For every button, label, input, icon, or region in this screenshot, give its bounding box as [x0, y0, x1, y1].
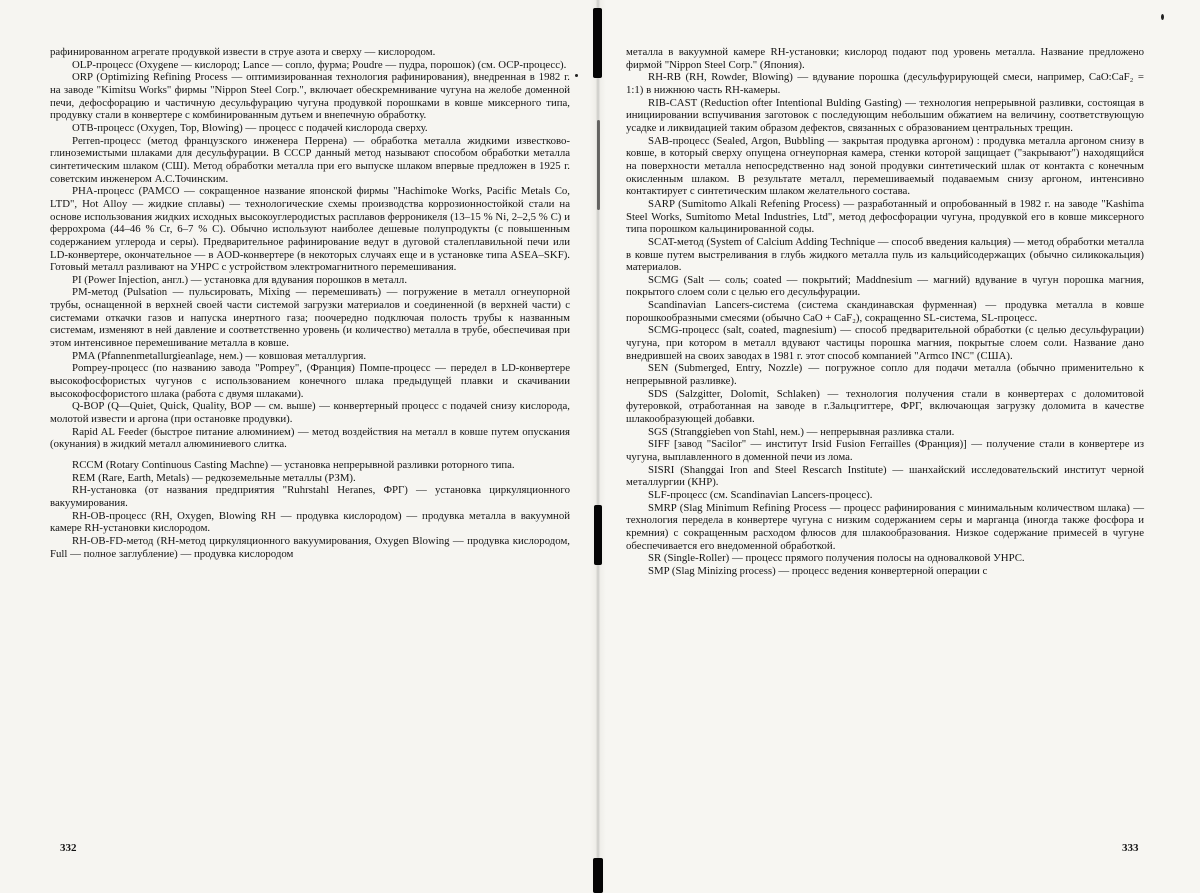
page-number-right: 333	[1122, 842, 1139, 854]
page-number-left: 332	[60, 842, 77, 854]
scan-speck	[575, 74, 578, 77]
paragraph: SMRP (Slag Minimum Refining Process — процесс рафинирования с минимальным количеством шлака) — технология передела в конвертере чугуна с низким содержанием серы и марганца (иногда также фосфора и кремния) с сокращенным расходом флюсов для шлакообразования. Низкое содержание примесей в чугуне обеспечивается его внедоменной обработкой.	[626, 501, 1144, 552]
paragraph: RCCM (Rotary Continuous Casting Machne) — установка непрерывной разливки роторного типа.	[72, 459, 515, 471]
right-text-column	[626, 46, 1144, 578]
paragraph: SEN (Submerged, Entry, Nozzle) — погружное сопло для подачи металла (обычно применительно к непрерывной разливке).	[626, 362, 1144, 388]
paragraph: SLF-процесс (см. Scandinavian Lancers-процесс).	[648, 488, 873, 501]
paragraph: REM (Rare, Earth, Metals) — редкоземельные металлы (РЗМ).	[72, 471, 356, 484]
scan-blot-mid	[594, 505, 602, 565]
paragraph: SDS (Salzgitter, Dolomit, Schlaken) — технология получения стали в конвертерах с доломитовой футеровкой, отработанная на заводе в г.Зальцгиттере, ФРГ, включающая загрузку доломита в качестве шлакообразующей добавки.	[626, 387, 1144, 426]
paragraph: PI (Power Injection, англ.) — установка для вдувания порошков в металл.	[72, 273, 408, 286]
scan-blot-bottom	[593, 858, 603, 893]
paragraph: SCMG-процесс (salt, coated, magnesium) — способ предварительной обработки (с целью десульфурации) чугуна, при котором в металл вдувают частицы порошка магния, покрытые слоем соли. Название дано внедрившей на своих заводах в 1981 г. этот способ компанией "Armco INC" (США).	[626, 324, 1144, 362]
paragraph: PMA (Pfannenmetallurgieanlage, нем.) — ковшовая металлургия.	[72, 349, 367, 362]
scan-blot-top	[593, 8, 602, 78]
scan-speck	[1161, 14, 1164, 20]
paragraph: RH-OB-FD-метод (RH-метод циркуляционного вакуумирования, Oxygen Blowing — продувка кислородом, Full — полное заглубление) — продувка кислородом	[50, 534, 570, 560]
paragraph: SAB-процесс (Sealed, Argon, Bubbling — закрытая продувка аргоном) : продувка металла аргоном снизу в ковше, в который сверху опущена огнеупорная камера, стенки которой защищает ("закрывают") находящийся на поверхности металла непосредственно над зоной продувки синтетический шлак от контакта с конечным окисленным шлаком. В результате металл, перемешиваемый подаваемым снизу аргоном, интенсивно контактирует с синтетическим шлаком желательного состава.	[626, 134, 1144, 198]
scan-blot-thin	[597, 120, 600, 210]
paragraph: RIB-CAST (Reduction ofter Intentional Bulding Gasting) — технология непрерывной разливки, состоящая в инициировании вспучивания заготовок с последующим небольшим обжатием на величину, соответствующую усадке и ликвидацией таким образом дефектов, связанных с образованием центральных трещин.	[626, 96, 1144, 134]
paragraph: PHA-процесс (PAMCO — сокращенное название японской фирмы "Hachimoke Works, Pacific Metals Co, LTD", Hot Alloy — жидкие сплавы) — технологические схемы производства коррозионностойкой стали на основе использования жидких исходных высокоуглеродистых расплавов ферроникеля (13–15 % Ni, 2–2,5 % C) и феррохрома (44–46 % Cr, 6–7 % C). Обычно используют наиболее дешевые полупродукты (с повышенным содержанием углерода и серы). Предварительное рафинирование ведут в дуговой сталеплавильной печи или LD-конвертере, окончательное — в AOD-конвертере (в некоторых случаях еще и в установке типа ASEA–SKF). Готовый металл разливают на УНРС с устройством электромагнитного перемешивания.	[50, 185, 570, 274]
paragraph: Q-BOP (Q—Quiet, Quick, Quality, BOP — см. выше) — конвертерный процесс с подачей снизу кислорода, молотой извести и аргона (при остановке продувки).	[50, 400, 570, 426]
paragraph: OLP-процесс (Oxygene — кислород; Lance — сопло, фурма; Poudre — пудра, порошок) (см. ОСР-процесс).	[72, 58, 567, 71]
paragraph: SARP (Sumitomo Alkali Refening Process) — разработанный и опробованный в 1982 г. на заводе "Kashima Steel Works, Sumitomo Metal Industries, Ltd", метод дефосфорации чугуна, продувкой его в ковше миксерного типа порошком кальцинированной соды.	[626, 197, 1144, 236]
paragraph: Perren-процесс (метод французского инженера Перрена) — обработка металла жидкими известково-глиноземистыми шлаками для десульфурации. В СССР данный метод называют способом обработки металла синтетическим шлаком (СШ). Метод обработки металла при его выпуске шлаком впервые предложен в 1925 г. советским инженером А.С.Точинским.	[50, 134, 570, 185]
paragraph: рафинированном агрегате продувкой извести в струе азота и сверху — кислородом.	[50, 46, 436, 58]
paragraph: PM-метод (Pulsation — пульсировать, Mixing — перемешивать) — погружение в металл огнеупорной трубы, оснащенной в верхней своей части системой загрузки материалов и соединенной (в верхней части) с системами откачки газов и напуска инертного газа; поочередно подключая полость трубы к названным системам, изменяют в ней давление и соответственно уровень (и количество) металла в трубе, обеспечивая при этом интенсивное перемешивание металла в ковше.	[50, 286, 570, 350]
paragraph: SCMG (Salt — соль; coated — покрытий; Maddnesium — магний) вдувание в чугун порошка магния, покрытого слоем соли с целью его десульфурации.	[626, 273, 1144, 299]
paragraph: SISRI (Shanggai Iron and Steel Rescarch Institute) — шанхайский исследовательский институт черной металлургии (КНР).	[626, 463, 1144, 489]
paragraph: металла в вакуумной камере RH-установки; кислород подают под уровень металла. Название предложено фирмой "Nippon Steel Corp." (Япония).	[626, 46, 1144, 71]
paragraph: SIFF [завод "Sacilor" — институт Irsid Fusion Ferrailles (Франция)] — получение стали в конвертере из чугуна, выплавленного в доменной печи из лома.	[626, 438, 1144, 463]
paragraph: Pompey-процесс (по названию завода "Pompey", (Франция) Помпе-процесс — передел в LD-конвертере высокофосфористых чугунов с использованием конечного шлака предыдущей плавки и скачивании высокофосфористого шлака (работа с двумя шлаками).	[50, 362, 570, 400]
paragraph: SCAT-метод (System of Calcium Adding Technique — способ введения кальция) — метод обработки металла в ковше путем выстреливания в глубь жидкого металла пуль из кальцийсодержащих (обычно силикокальция) материалов.	[626, 235, 1144, 274]
paragraph: RH-RB (RH, Rowder, Blowing) — вдувание порошка (десульфурирующей смеси, например, CaO:CaF₂ = 1:1) в нижнюю часть RH-камеры.	[626, 71, 1144, 96]
paragraph: ORP (Optimizing Refining Process — оптимизированная технология рафинирования), внедренная в 1982 г. на заводе "Kimitsu Works" фирмы "Nippon Steel Corp.", включает обескремнивание чугуна на желобе доменной печи, дефосфорацию и частичную десульфурацию чугуна продувкой порошками в ковше миксерного типа, продувку стали в конвертере с комбинированным дутьем и внепечную обработку.	[50, 71, 570, 122]
paragraph: RH-установка (от названия предприятия "Ruhrstahl Heranes, ФРГ) — установка циркуляционного вакуумирования.	[50, 484, 570, 509]
left-text-column	[50, 46, 570, 560]
paragraph: Scandinavian Lancers-система (система скандинавская фурменная) — продувка металла в ковше порошкообразными смесями (обычно CaO + CaF₂), сокращенно SL-система, SL-процесс.	[626, 299, 1144, 324]
paragraph: SR (Single-Roller) — процесс прямого получения полосы на одновалковой УНРС.	[648, 552, 1025, 565]
paragraph: RH-OB-процесс (RH, Oxygen, Blowing RH — продувка кислородом) — продувка металла в вакуумной камере RH-установки кислородом.	[50, 509, 570, 535]
paragraph: OTB-процесс (Oxygen, Top, Blowing) — процесс с подачей кислорода сверху.	[72, 121, 428, 134]
paragraph: SMP (Slag Minizing process) — процесс ведения конвертерной операции с	[648, 564, 988, 577]
paragraph: SGS (Stranggieben von Stahl, нем.) — непрерывная разливка стали.	[648, 425, 955, 438]
paragraph: Rapid AL Feeder (быстрое питание алюминием) — метод воздействия на металл в ковше путем опускания (окунания) в жидкий металл алюминиевого слитка.	[50, 425, 570, 451]
